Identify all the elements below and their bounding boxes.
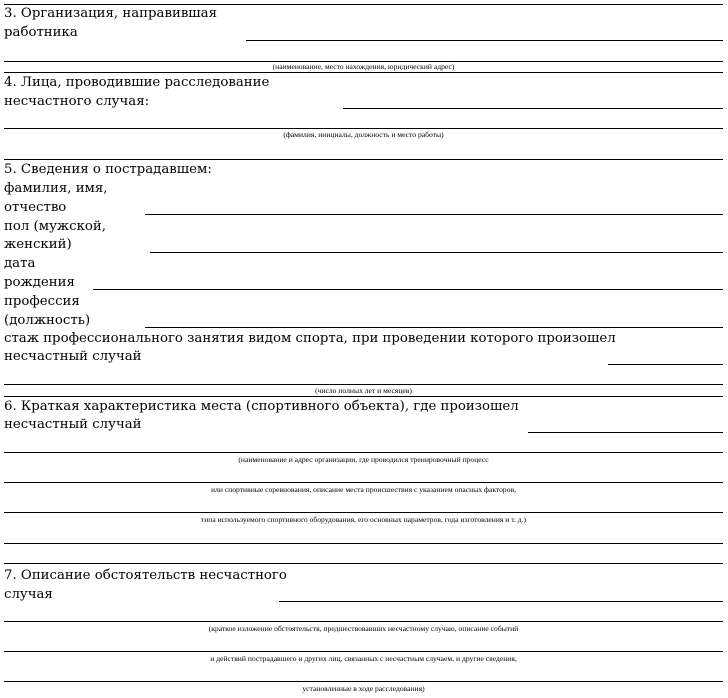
section6-place-field-5[interactable]: [4, 543, 723, 544]
section5-name-label-line2: отчество: [4, 200, 67, 215]
section4-title-line2: несчастного случая:: [4, 94, 150, 109]
section5-experience-field-2[interactable]: [4, 384, 723, 385]
section6-place-field-4[interactable]: [4, 512, 723, 513]
section6-title-line1: 6. Краткая характеристика места (спортивного объекта), где произошел: [4, 399, 519, 414]
section5-experience-label-line2: несчастный случай: [4, 349, 142, 364]
section3-title-line1: 3. Организация, направившая: [4, 6, 217, 21]
section3-caption: (наименование, место нахождения, юридический адрес): [272, 62, 455, 71]
section5-caption: (число полных лет и месяцев): [315, 386, 412, 395]
section5-birth-label-line2: рождения: [4, 275, 75, 290]
section5-title: 5. Сведения о пострадавшем:: [4, 162, 212, 177]
section7-circumstances-field-4[interactable]: [4, 681, 723, 682]
section6-top-line: [4, 396, 723, 397]
section7-circumstances-field-3[interactable]: [4, 651, 723, 652]
section3-title-line2: работника: [4, 25, 78, 40]
section6-place-field-3[interactable]: [4, 482, 723, 483]
section5-sex-field[interactable]: [150, 252, 723, 253]
section7-circumstances-field[interactable]: [279, 601, 723, 602]
section4-top-line: [4, 72, 723, 73]
section7-top-line: [4, 563, 723, 564]
section5-experience-field[interactable]: [608, 364, 723, 365]
section5-profession-label-line2: (должность): [4, 313, 91, 328]
section5-name-field[interactable]: [145, 214, 723, 215]
section5-profession-field[interactable]: [145, 327, 723, 328]
section4-investigators-field-2[interactable]: [4, 128, 723, 129]
section5-birth-field[interactable]: [93, 289, 723, 290]
section7-title-line1: 7. Описание обстоятельств несчастного: [4, 568, 287, 583]
section7-circumstances-field-2[interactable]: [4, 621, 723, 622]
section7-title-line2: случая: [4, 587, 53, 602]
section7-caption-2: и действий пострадавшего и других лиц, связанных с несчастным случаем, и другие сведения,: [210, 654, 517, 663]
section5-sex-label-line2: женский): [4, 237, 72, 252]
section6-place-field-2[interactable]: [4, 452, 723, 453]
section6-title-line2: несчастный случай: [4, 417, 142, 432]
section5-name-label-line1: фамилия, имя,: [4, 181, 108, 196]
section6-caption-2: или спортивные соревнования, описание места происшествия с указанием опасных факторов,: [210, 485, 517, 494]
section6-caption-3: типа используемого спортивного оборудования, его основных параметров, года изготовления и т. д.): [200, 515, 527, 524]
section7-caption-1: (краткое изложение обстоятельств, предшествовавших несчастному случаю, описание событий: [208, 624, 519, 633]
section4-caption: (фамилия, инициалы, должность и место работы): [283, 130, 444, 139]
section7-caption-3: установленные в ходе расследования): [302, 684, 425, 693]
section5-sex-label-line1: пол (мужской,: [4, 219, 106, 234]
section5-experience-label-line1: стаж профессионального занятия видом спорта, при проведении которого произошел: [4, 331, 616, 346]
section6-place-field[interactable]: [528, 432, 723, 433]
section5-profession-label-line1: профессия: [4, 294, 80, 309]
section3-org-field[interactable]: [246, 40, 723, 41]
section5-top-line: [4, 159, 723, 160]
section6-caption-1: (наименование и адрес организации, где проводился тренировочный процесс: [238, 455, 489, 464]
section5-birth-label-line1: дата: [4, 256, 36, 271]
section4-investigators-field[interactable]: [343, 108, 723, 109]
section4-title-line1: 4. Лица, проводившие расследование: [4, 75, 270, 90]
